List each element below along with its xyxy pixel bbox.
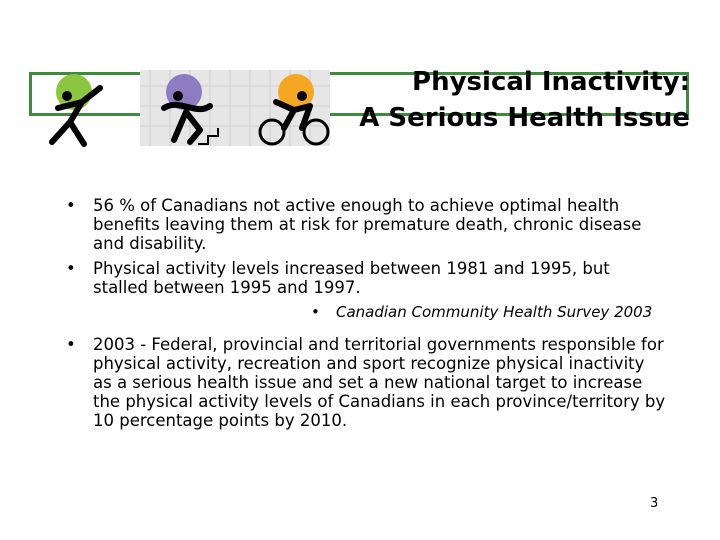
bullet-glyph: • xyxy=(66,335,76,354)
page-title xyxy=(290,64,690,136)
page-number: 3 xyxy=(650,496,659,511)
bullet-text: Physical activity levels increased between 1981 and 1995, but stalled between 1995 and 1997. xyxy=(93,259,610,297)
title-line-2: A Serious Health Issue xyxy=(359,103,690,133)
bullet-text: 56 % of Canadians not active enough to achieve optimal health benefits leaving them at risk for premature death, chronic disease and disability. xyxy=(93,196,642,253)
bullet-glyph: • xyxy=(66,259,76,278)
bullet-item xyxy=(66,335,666,430)
bullet-glyph: • xyxy=(311,303,320,321)
walker-figure-icon xyxy=(52,74,100,144)
source-text: Canadian Community Health Survey 2003 xyxy=(336,303,653,321)
bullet-list xyxy=(66,196,666,430)
bullet-item xyxy=(66,259,666,297)
title-line-1: Physical Inactivity: xyxy=(412,67,690,97)
bullet-glyph: • xyxy=(66,196,76,215)
bullet-text: 2003 - Federal, provincial and territorial governments responsible for physical activity, recreation and sport recognize physical inactivity as a serious health issue and set a new national target to increase the physical activity levels of Canadians in each province/territory by 10 percentage points by 2010. xyxy=(93,335,666,430)
source-citation xyxy=(66,303,666,322)
bullet-item xyxy=(66,196,666,253)
